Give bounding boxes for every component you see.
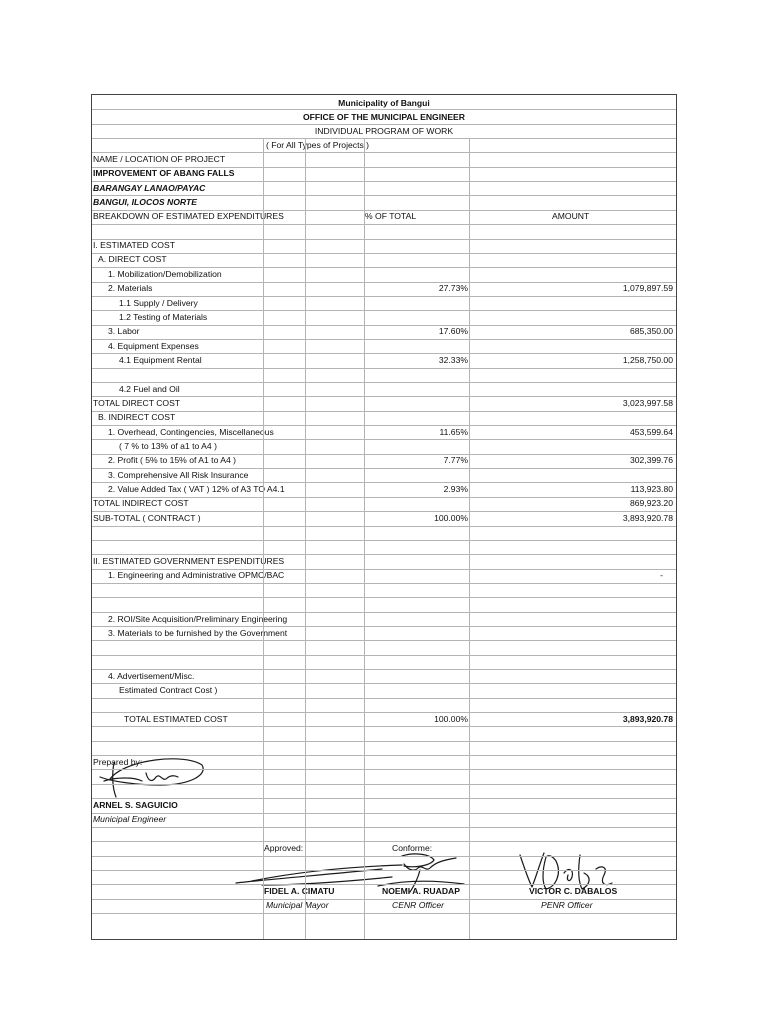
grid-row-line xyxy=(92,569,676,570)
row-percent: 11.65% xyxy=(439,427,468,437)
column-header-amount: AMOUNT xyxy=(552,211,590,221)
row-label: 1. Engineering and Administrative OPMC/BAC xyxy=(108,570,285,580)
grid-row-line xyxy=(92,813,676,814)
row-label: 3. Materials to be furnished by the Government xyxy=(108,628,288,638)
grid-row-line xyxy=(92,224,676,225)
row-label: 1.1 Supply / Delivery xyxy=(119,298,198,308)
mayor-title: Municipal Mayor xyxy=(266,900,329,910)
row-label: 4.1 Equipment Rental xyxy=(119,355,202,365)
penro-title: PENR Officer xyxy=(541,900,593,910)
grid-row-line xyxy=(92,210,676,211)
grid-column-line xyxy=(364,138,365,939)
grid-row-line xyxy=(92,382,676,383)
grid-row-line xyxy=(92,698,676,699)
grid-row-line xyxy=(92,655,676,656)
grid-row-line xyxy=(92,109,676,110)
grid-column-line xyxy=(305,138,306,939)
grid-row-line xyxy=(92,827,676,828)
grid-row-line xyxy=(92,755,676,756)
grid-row-line xyxy=(92,253,676,254)
grid-row-line xyxy=(92,454,676,455)
grid-row-line xyxy=(92,841,676,842)
grid-row-line xyxy=(92,181,676,182)
grid-row-line xyxy=(92,798,676,799)
row-label: II. ESTIMATED GOVERNMENT ESPENDITURES xyxy=(93,556,285,566)
row-label: Estimated Contract Cost ) xyxy=(119,685,218,695)
row-label: 4.2 Fuel and Oil xyxy=(119,384,180,394)
grid-row-line xyxy=(92,339,676,340)
grid-row-line xyxy=(92,870,676,871)
grid-row-line xyxy=(92,425,676,426)
grid-row-line xyxy=(92,267,676,268)
prepared-by-label: Prepared by: xyxy=(93,757,143,767)
grid-row-line xyxy=(92,583,676,584)
row-percent: 27.73% xyxy=(438,283,468,293)
grid-row-line xyxy=(92,439,676,440)
row-label: 1. Overhead, Contingencies, Miscellaneous xyxy=(108,427,274,437)
cenro-name: NOEMI A. RUADAP xyxy=(382,886,460,896)
grid-row-line xyxy=(92,884,676,885)
grid-row-line xyxy=(92,913,676,914)
row-percent: 7.77% xyxy=(443,455,468,465)
grid-row-line xyxy=(92,195,676,196)
grid-row-line xyxy=(92,626,676,627)
preparer-signature xyxy=(90,751,210,801)
grid-row-line xyxy=(92,856,676,857)
program-title: INDIVIDUAL PROGRAM OF WORK xyxy=(314,126,454,136)
row-label: 2. Materials xyxy=(108,283,153,293)
row-amount: - xyxy=(660,570,663,580)
grid-row-line xyxy=(92,411,676,412)
grid-row-line xyxy=(92,353,676,354)
preparer-name: ARNEL S. SAGUICIO xyxy=(93,800,178,810)
conforme-label: Conforme: xyxy=(392,843,433,853)
row-amount: 685,350.00 xyxy=(629,326,673,336)
grid-row-line xyxy=(92,497,676,498)
grid-row-line xyxy=(92,741,676,742)
mayor-name: FIDEL A. CIMATU xyxy=(264,886,335,896)
row-label: 4. Advertisement/Misc. xyxy=(108,671,195,681)
grid-column-line xyxy=(469,138,470,939)
row-amount: 869,923.20 xyxy=(629,498,673,508)
grid-row-line xyxy=(92,712,676,713)
preparer-title: Municipal Engineer xyxy=(93,814,167,824)
project-location: BANGUI, ILOCOS NORTE xyxy=(93,197,197,207)
scope-note: ( For All Types of Projects ) xyxy=(266,140,369,150)
row-label: ( 7 % to 13% of a1 to A4 ) xyxy=(119,441,217,451)
grid-row-line xyxy=(92,683,676,684)
row-label: 1.2 Testing of Materials xyxy=(119,312,208,322)
row-label: A. DIRECT COST xyxy=(98,254,167,264)
grid-row-line xyxy=(92,597,676,598)
column-header-breakdown: BREAKDOWN OF ESTIMATED EXPENDITURES xyxy=(93,211,284,221)
grid-row-line xyxy=(92,296,676,297)
grid-row-line xyxy=(92,239,676,240)
grid-row-line xyxy=(92,310,676,311)
row-percent: 17.60% xyxy=(438,326,468,336)
grid-row-line xyxy=(92,325,676,326)
grid-row-line xyxy=(92,511,676,512)
grid-row-line xyxy=(92,784,676,785)
row-label: 2. Value Added Tax ( VAT ) 12% of A3 TO A4.1 xyxy=(108,484,285,494)
grid-row-line xyxy=(92,124,676,125)
row-label: B. INDIRECT COST xyxy=(98,412,176,422)
grid-row-line xyxy=(92,368,676,369)
row-label: TOTAL DIRECT COST xyxy=(93,398,181,408)
row-percent: 100.00% xyxy=(434,513,468,523)
row-amount: 3,893,920.78 xyxy=(622,513,673,523)
row-label: 3. Labor xyxy=(108,326,140,336)
project-barangay: BARANGAY LANAO/PAYAC xyxy=(93,183,206,193)
grid-row-line xyxy=(92,167,676,168)
grid-column-line xyxy=(263,138,264,939)
program-of-work-sheet xyxy=(91,94,677,940)
grid-row-line xyxy=(92,138,676,139)
grid-row-line xyxy=(92,899,676,900)
row-label: I. ESTIMATED COST xyxy=(93,240,175,250)
office-title: OFFICE OF THE MUNICIPAL ENGINEER xyxy=(302,112,465,122)
row-label: 2. Profit ( 5% to 15% of A1 to A4 ) xyxy=(108,455,237,465)
grid-row-line xyxy=(92,152,676,153)
row-label: SUB-TOTAL ( CONTRACT ) xyxy=(93,513,201,523)
municipality-title: Municipality of Bangui xyxy=(338,98,430,108)
grid-row-line xyxy=(92,282,676,283)
column-header-percent: % OF TOTAL xyxy=(365,211,417,221)
row-percent: 32.33% xyxy=(438,355,468,365)
project-name: IMPROVEMENT OF ABANG FALLS xyxy=(93,168,235,178)
row-label: 1. Mobilization/Demobilization xyxy=(108,269,222,279)
row-amount: 3,023,997.58 xyxy=(622,398,673,408)
row-amount: 1,079,897.59 xyxy=(622,283,673,293)
row-amount: 1,258,750.00 xyxy=(622,355,673,365)
row-amount: 113,923.80 xyxy=(630,484,673,494)
grid-row-line xyxy=(92,482,676,483)
cenro-title: CENR Officer xyxy=(392,900,445,910)
grid-row-line xyxy=(92,540,676,541)
penro-name: VICTOR C. DABALOS xyxy=(529,886,618,896)
grid-row-line xyxy=(92,396,676,397)
grid-row-line xyxy=(92,640,676,641)
grid-row-line xyxy=(92,468,676,469)
approved-label: Approved: xyxy=(264,843,304,853)
grid-row-line xyxy=(92,669,676,670)
row-label: TOTAL INDIRECT COST xyxy=(93,498,189,508)
grid-row-line xyxy=(92,554,676,555)
row-label: 4. Equipment Expenses xyxy=(108,341,199,351)
grid-row-line xyxy=(92,769,676,770)
row-label: 3. Comprehensive All Risk Insurance xyxy=(108,470,249,480)
row-amount: 453,599.64 xyxy=(629,427,673,437)
grid-row-line xyxy=(92,612,676,613)
project-label: NAME / LOCATION OF PROJECT xyxy=(93,154,226,164)
grid-row-line xyxy=(92,726,676,727)
row-amount: 302,399.76 xyxy=(629,455,673,465)
grid-row-line xyxy=(92,526,676,527)
row-percent: 100.00% xyxy=(434,714,468,724)
row-percent: 2.93% xyxy=(443,484,468,494)
row-label: 2. ROI/Site Acquisition/Preliminary Engineering xyxy=(108,614,288,624)
total-estimated-cost-amount: 3,893,920.78 xyxy=(622,714,673,724)
row-label: TOTAL ESTIMATED COST xyxy=(124,714,228,724)
